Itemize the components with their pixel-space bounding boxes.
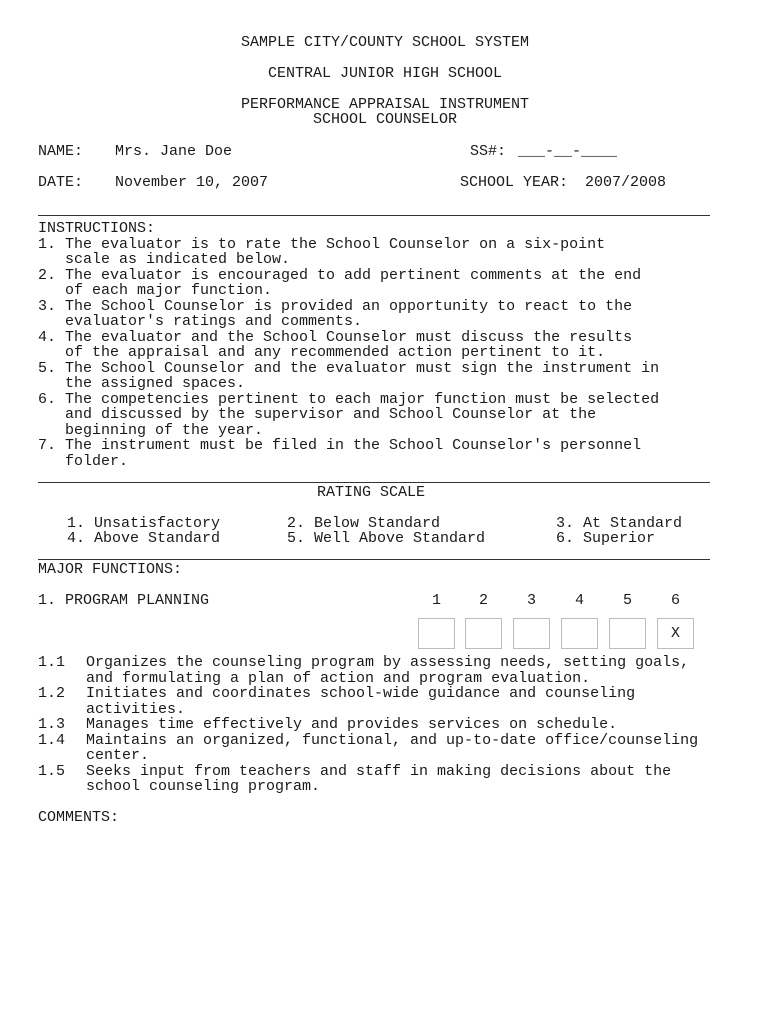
item-text: center. (86, 747, 150, 764)
rating-scale-item: 2. Below Standard (287, 515, 441, 532)
item-text: Organizes the counseling program by assessing needs, setting goals, (86, 654, 690, 671)
instruction-line: 1. The evaluator is to rate the School Counselor on a six-point (38, 236, 606, 253)
instruction-line: folder. (38, 453, 129, 470)
instruction-line: of the appraisal and any recommended action pertinent to it. (38, 344, 606, 361)
divider (38, 215, 710, 216)
item-number: 1.5 (38, 763, 66, 780)
instruction-line: and discussed by the supervisor and School Counselor at the (38, 406, 597, 423)
item-number: 1.2 (38, 685, 66, 702)
instruction-line: the assigned spaces. (38, 375, 246, 392)
rating-box-1[interactable] (418, 618, 455, 649)
rating-number: 3 (526, 592, 536, 609)
rating-box-2[interactable] (465, 618, 502, 649)
name-label: NAME: (38, 143, 84, 160)
item-number: 1.4 (38, 732, 66, 749)
form-title: PERFORMANCE APPRAISAL INSTRUMENT (240, 96, 530, 113)
divider (38, 559, 710, 560)
rating-box-3[interactable] (513, 618, 550, 649)
rating-scale-item: 6. Superior (556, 530, 656, 547)
name-value: Mrs. Jane Doe (115, 143, 233, 160)
item-text: and formulating a plan of action and program evaluation. (86, 670, 591, 687)
rating-number: 1 (431, 592, 441, 609)
school-year-label: SCHOOL YEAR: (460, 174, 569, 191)
rating-number: 2 (478, 592, 488, 609)
school-year-value: 2007/2008 (585, 174, 667, 191)
instruction-line: 7. The instrument must be filed in the School Counselor's personnel (38, 437, 642, 454)
instruction-line: 4. The evaluator and the School Counselor must discuss the results (38, 329, 633, 346)
school-system-title: SAMPLE CITY/COUNTY SCHOOL SYSTEM (240, 34, 530, 51)
item-text: Seeks input from teachers and staff in making decisions about the (86, 763, 672, 780)
ss-value: ___-__-____ (518, 143, 618, 160)
divider (38, 482, 710, 483)
item-number: 1.1 (38, 654, 66, 671)
date-label: DATE: (38, 174, 84, 191)
rating-number: 6 (670, 592, 680, 609)
rating-scale-heading: RATING SCALE (317, 484, 426, 501)
instruction-line: 6. The competencies pertinent to each major function must be selected (38, 391, 660, 408)
rating-scale-item: 5. Well Above Standard (287, 530, 486, 547)
item-text: activities. (86, 701, 186, 718)
school-name: CENTRAL JUNIOR HIGH SCHOOL (267, 65, 503, 82)
item-text: Maintains an organized, functional, and up-to-date office/counseling (86, 732, 699, 749)
item-number: 1.3 (38, 716, 66, 733)
rating-box-4[interactable] (561, 618, 598, 649)
item-text: Initiates and coordinates school-wide guidance and counseling (86, 685, 636, 702)
rating-box-6[interactable]: X (657, 618, 694, 649)
comments-label: COMMENTS: (38, 809, 120, 826)
instruction-line: of each major function. (38, 282, 273, 299)
rating-box-5[interactable] (609, 618, 646, 649)
instructions-heading: INSTRUCTIONS: (38, 220, 156, 237)
rating-scale-item: 4. Above Standard (67, 530, 221, 547)
rating-scale-item: 1. Unsatisfactory (67, 515, 221, 532)
instruction-line: 2. The evaluator is encouraged to add pertinent comments at the end (38, 267, 642, 284)
major-functions-heading: MAJOR FUNCTIONS: (38, 561, 183, 578)
ss-label: SS#: (470, 143, 507, 160)
rating-number: 4 (574, 592, 584, 609)
instruction-line: scale as indicated below. (38, 251, 291, 268)
instruction-line: 5. The School Counselor and the evaluator must sign the instrument in (38, 360, 660, 377)
instruction-line: evaluator's ratings and comments. (38, 313, 363, 330)
item-text: school counseling program. (86, 778, 321, 795)
item-text: Manages time effectively and provides services on schedule. (86, 716, 618, 733)
instruction-line: beginning of the year. (38, 422, 264, 439)
form-subtitle: SCHOOL COUNSELOR (312, 111, 458, 128)
date-value: November 10, 2007 (115, 174, 269, 191)
function-title: 1. PROGRAM PLANNING (38, 592, 210, 609)
instruction-line: 3. The School Counselor is provided an opportunity to react to the (38, 298, 633, 315)
rating-number: 5 (622, 592, 632, 609)
rating-scale-item: 3. At Standard (556, 515, 683, 532)
